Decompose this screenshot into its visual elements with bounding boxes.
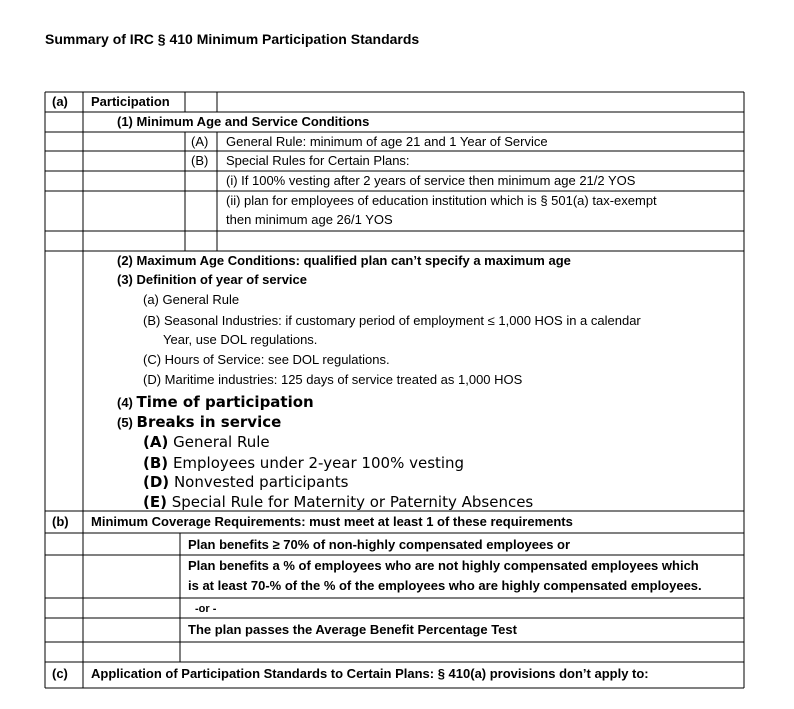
requirement-2-line2: is at least 70-% of the % of the employees who are highly compensated employees. xyxy=(188,578,702,593)
section-a-label: (a) xyxy=(52,94,68,109)
item-5-B xyxy=(143,454,464,472)
requirement-1: Plan benefits ≥ 70% of non-highly compensated employees or xyxy=(188,537,571,552)
document-title: Summary of IRC § 410 Minimum Participation Standards xyxy=(45,31,420,47)
item-1-heading: (1) Minimum Age and Service Conditions xyxy=(117,114,370,129)
item-1-A-text: General Rule: minimum of age 21 and 1 Year of Service xyxy=(226,134,548,149)
item-5-D xyxy=(143,473,348,491)
item-5-B-text: Employees under 2-year 100% vesting xyxy=(172,454,465,472)
item-5-E xyxy=(143,493,533,511)
item-5-A-label: (A) xyxy=(143,433,169,451)
item-3-a-text: (a) General Rule xyxy=(143,292,240,307)
item-5 xyxy=(117,413,281,431)
item-5-A-text: General Rule xyxy=(173,433,270,451)
item-3-d-text: (D) Maritime industries: 125 days of service treated as 1,000 HOS xyxy=(143,372,523,387)
section-c-heading: Application of Participation Standards to Certain Plans: § 410(a) provisions don’t apply to: xyxy=(91,666,649,681)
item-4 xyxy=(117,393,314,411)
item-5-E-text: Special Rule for Maternity or Paternity Absences xyxy=(171,493,534,511)
item-1-A-label: (A) xyxy=(191,134,209,149)
item-5-D-label: (D) xyxy=(143,473,170,491)
section-b-heading: Minimum Coverage Requirements: must meet at least 1 of these requirements xyxy=(91,514,573,529)
section-b-label: (b) xyxy=(52,514,69,529)
item-1-B-label: (B) xyxy=(191,153,209,168)
item-5-number: (5) xyxy=(117,415,133,430)
item-3-c-text: (C) Hours of Service: see DOL regulations. xyxy=(143,352,390,367)
item-1-B-ii-line1: (ii) plan for employees of education institution which is § 501(a) tax-exempt xyxy=(226,193,657,208)
or-separator: -or - xyxy=(195,603,217,615)
item-5-text: Breaks in service xyxy=(136,413,282,431)
section-c-label: (c) xyxy=(52,666,68,681)
item-3-b-line2: Year, use DOL regulations. xyxy=(163,332,318,347)
item-3-b-line1: (B) Seasonal Industries: if customary period of employment ≤ 1,000 HOS in a calendar xyxy=(143,313,641,328)
requirement-2-line1: Plan benefits a % of employees who are not highly compensated employees which xyxy=(188,558,699,573)
item-5-E-label: (E) xyxy=(143,493,167,511)
item-2-text: (2) Maximum Age Conditions: qualified plan can’t specify a maximum age xyxy=(117,253,571,268)
item-5-D-text: Nonvested participants xyxy=(173,473,349,491)
item-1-B-text: Special Rules for Certain Plans: xyxy=(226,153,410,168)
requirement-3: The plan passes the Average Benefit Percentage Test xyxy=(188,622,517,637)
item-5-A xyxy=(143,433,270,451)
item-1-B-ii-line2: then minimum age 26/1 YOS xyxy=(226,212,393,227)
item-3-heading: (3) Definition of year of service xyxy=(117,272,307,287)
item-5-B-label: (B) xyxy=(143,454,169,472)
item-4-number: (4) xyxy=(117,395,133,410)
section-a-heading: Participation xyxy=(91,94,170,109)
item-4-text: Time of participation xyxy=(136,393,314,411)
item-1-B-i-text: (i) If 100% vesting after 2 years of service then minimum age 21/2 YOS xyxy=(226,173,636,188)
